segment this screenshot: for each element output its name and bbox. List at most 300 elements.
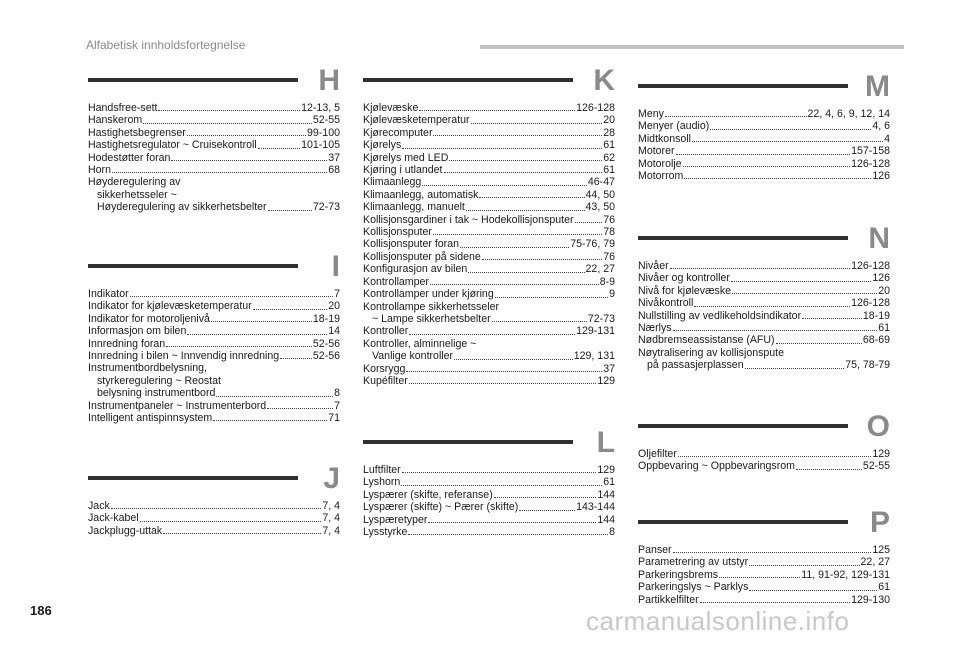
index-entry: [638, 310, 890, 322]
dot-leader: [267, 408, 333, 409]
index-entry: [363, 489, 615, 501]
index-entry: [363, 350, 615, 362]
entry-term: Vanlige kontroller: [372, 350, 454, 363]
dot-leader: [678, 456, 871, 457]
section-rule: [363, 440, 573, 444]
entry-page-ref: 37: [328, 151, 340, 164]
entry-page-ref: 62: [603, 151, 615, 164]
index-entry: [638, 145, 890, 157]
index-entry: [88, 114, 340, 126]
entry-term: Nivåkontroll: [638, 297, 694, 310]
entry-term: Nivå for kjølevæske: [638, 284, 732, 297]
index-entry: [88, 350, 340, 362]
section-rule: [88, 78, 298, 82]
entry-term: Høyderegulering av: [88, 176, 181, 189]
index-entry: [363, 325, 615, 337]
index-entry: [638, 460, 890, 472]
entry-list: [638, 544, 890, 606]
dot-leader: [406, 371, 602, 372]
entry-page-ref: 22, 27: [860, 556, 890, 569]
entry-page-ref: 126: [872, 272, 890, 285]
entry-page-ref: 14: [328, 325, 340, 338]
entry-term: Kupéfilter: [363, 374, 408, 387]
entry-term: Lyshorn: [363, 476, 401, 489]
entry-term: Kollisjonsputer foran: [363, 238, 459, 251]
dot-leader: [253, 309, 328, 310]
dot-leader: [776, 343, 862, 344]
entry-page-ref: 4, 6: [872, 120, 890, 133]
entry-list: [363, 102, 615, 387]
section-letter: I: [331, 250, 340, 283]
dot-leader: [430, 284, 599, 285]
index-entry: [363, 338, 615, 350]
entry-term: Indikator for kjølevæsketemperatur: [88, 300, 252, 313]
entry-term: Jackplugg-uttak: [88, 524, 163, 537]
index-entry: [363, 226, 615, 238]
entry-term: Kjørelys: [363, 139, 402, 152]
dot-leader: [433, 135, 602, 136]
entry-page-ref: 61: [603, 164, 615, 177]
section-rule: [88, 264, 298, 268]
entry-list: [638, 108, 890, 182]
entry-list: [363, 464, 615, 538]
entry-page-ref: 68: [328, 164, 340, 177]
entry-term: Nøytralisering av kollisjonspute: [638, 346, 785, 359]
dot-leader: [409, 334, 575, 335]
entry-term: Innredning i bilen ~ Innvendig innredning: [88, 350, 280, 363]
entry-page-ref: 129-130: [851, 593, 890, 606]
entry-term: Kontroller: [363, 325, 409, 338]
dot-leader: [408, 534, 608, 535]
dot-leader: [700, 602, 850, 603]
dot-leader: [140, 521, 322, 522]
watermark: carmanualsonline.info: [586, 606, 850, 636]
index-entry: [638, 158, 890, 170]
index-entry: [638, 297, 890, 309]
entry-term: Kjølevæske: [363, 102, 419, 114]
entry-page-ref: 71: [328, 412, 340, 425]
entry-term: Jack: [88, 500, 110, 512]
entry-term: Motorer: [638, 145, 675, 158]
entry-term: Kjørecomputer: [363, 126, 433, 139]
dot-leader: [130, 296, 333, 297]
entry-term: Menyer (audio): [638, 120, 710, 133]
entry-page-ref: 76: [603, 213, 615, 226]
entry-term: Midtkonsoll: [638, 132, 691, 145]
index-section-o: [638, 410, 890, 473]
entry-term: Indikator for motoroljenivå: [88, 312, 210, 325]
entry-page-ref: 20: [328, 300, 340, 313]
section-header: [363, 64, 615, 97]
entry-list: [88, 288, 340, 424]
entry-term: Klimaanlegg, automatisk: [363, 188, 479, 201]
dot-leader: [454, 359, 573, 360]
index-entry: [638, 448, 890, 460]
entry-page-ref: 43, 50: [585, 201, 615, 214]
dot-leader: [468, 272, 584, 273]
section-header: [638, 410, 890, 443]
dot-leader: [143, 123, 312, 124]
index-section-i: [88, 250, 340, 425]
entry-page-ref: 129-131: [576, 325, 615, 338]
entry-term: Innredning foran: [88, 337, 166, 350]
entry-term: Kontrollamper: [363, 275, 429, 288]
dot-leader: [749, 565, 859, 566]
entry-page-ref: 157-158: [851, 145, 890, 158]
index-entry: [363, 363, 615, 375]
dot-leader: [692, 141, 883, 142]
index-entry: [88, 176, 340, 188]
entry-term: Kontroller, alminnelige ~: [363, 337, 477, 350]
entry-page-ref: 72-73: [587, 312, 615, 325]
dot-leader: [745, 368, 845, 369]
index-entry: [88, 313, 340, 325]
section-letter: H: [318, 64, 340, 97]
dot-leader: [280, 358, 312, 359]
dot-leader: [684, 178, 871, 179]
entry-term: Lyspæretyper: [363, 513, 428, 526]
entry-page-ref: 52-55: [862, 460, 890, 473]
dot-leader: [495, 297, 608, 298]
entry-page-ref: 46-47: [587, 176, 615, 189]
entry-page-ref: 61: [878, 322, 890, 335]
index-entry: [88, 400, 340, 412]
entry-page-ref: 143-144: [576, 501, 615, 514]
index-entry: [363, 263, 615, 275]
index-entry: [638, 556, 890, 568]
section-header: [638, 222, 890, 255]
entry-term: Klimaanlegg, manuelt: [363, 201, 465, 214]
entry-term: Parkeringsbrems: [638, 568, 719, 581]
dot-leader: [402, 148, 602, 149]
entry-page-ref: 8-9: [599, 275, 615, 288]
entry-page-ref: 75-76, 79: [570, 238, 615, 251]
section-header: [88, 64, 340, 97]
dot-leader: [479, 197, 584, 198]
entry-term: Motorrom: [638, 170, 684, 183]
page-header-title: Alfabetisk innholdsfortegnelse: [86, 38, 246, 52]
index-entry: [88, 300, 340, 312]
index-entry: [88, 325, 340, 337]
section-letter: M: [865, 70, 890, 103]
dot-leader: [460, 247, 569, 248]
entry-term: Lyspærer (skifte) ~ Pærer (skifte): [363, 501, 519, 514]
index-entry: [363, 114, 615, 126]
entry-page-ref: 8: [609, 526, 615, 539]
index-entry: [638, 170, 890, 182]
index-section-p: [638, 506, 890, 606]
entry-term: Kollisjonsgardiner i tak ~ Hodekollisjonsputer: [363, 213, 574, 226]
section-letter: O: [866, 410, 890, 443]
dot-leader: [466, 210, 585, 211]
index-entry: [363, 238, 615, 250]
entry-term: Instrumentpaneler ~ Instrumenterbord: [88, 399, 267, 412]
entry-list: [88, 500, 340, 537]
entry-term: Indikator: [88, 288, 129, 300]
entry-term: Panser: [638, 544, 672, 556]
dot-leader: [676, 154, 851, 155]
dot-leader: [433, 234, 602, 235]
section-rule: [638, 520, 848, 524]
index-entry: [363, 501, 615, 513]
dot-leader: [670, 268, 850, 269]
dot-leader: [710, 129, 871, 130]
section-rule: [638, 84, 848, 88]
index-section-h: [88, 64, 340, 214]
index-entry: [363, 526, 615, 538]
entry-term: Nivåer: [638, 260, 669, 272]
index-section-j: [88, 462, 340, 537]
entry-list: [88, 102, 340, 214]
dot-leader: [213, 420, 327, 421]
index-entry: [88, 375, 340, 387]
dot-leader: [258, 148, 300, 149]
dot-leader: [402, 472, 597, 473]
entry-term: Motorolje: [638, 157, 682, 170]
index-entry: [363, 313, 615, 325]
entry-term: Jack-kabel: [88, 512, 139, 525]
entry-term: Nivåer og kontroller: [638, 272, 730, 285]
index-entry: [363, 201, 615, 213]
index-entry: [363, 139, 615, 151]
entry-term: Oppbevaring ~ Oppbevaringsrom: [638, 460, 795, 473]
index-entry: [88, 512, 340, 524]
section-header: [638, 70, 890, 103]
index-entry: [363, 214, 615, 226]
entry-term: Kjøring i utlandet: [363, 164, 443, 177]
dot-leader: [419, 110, 575, 111]
index-entry: [363, 301, 615, 313]
entry-page-ref: 7: [334, 399, 340, 412]
index-entry: [88, 201, 340, 213]
dot-leader: [749, 590, 877, 591]
header-rule: [480, 45, 904, 49]
entry-term: styrkeregulering ~ Reostat: [97, 374, 221, 387]
index-entry: [88, 500, 340, 512]
entry-page-ref: 99-100: [307, 126, 340, 139]
entry-term: Nærlys: [638, 322, 672, 335]
dot-leader: [409, 383, 597, 384]
entry-page-ref: 8: [334, 387, 340, 400]
dot-leader: [683, 166, 851, 167]
entry-term: Parkeringslys ~ Parklys: [638, 581, 749, 594]
entry-page-ref: 144: [597, 513, 615, 526]
dot-leader: [449, 160, 602, 161]
entry-page-ref: 28: [603, 126, 615, 139]
dot-leader: [268, 210, 312, 211]
dot-leader: [494, 497, 597, 498]
dot-leader: [216, 396, 333, 397]
entry-page-ref: 12-13, 5: [301, 102, 340, 114]
entry-term: Kjølevæsketemperatur: [363, 114, 470, 127]
entry-term: Kjørelys med LED: [363, 151, 449, 164]
entry-term: Korsrygg: [363, 362, 406, 375]
entry-page-ref: 52-56: [312, 350, 340, 363]
dot-leader: [519, 510, 575, 511]
dot-leader: [665, 116, 807, 117]
index-entry: [638, 347, 890, 359]
entry-page-ref: 20: [878, 284, 890, 297]
entry-page-ref: 18-19: [862, 309, 890, 322]
dot-leader: [166, 346, 312, 347]
entry-page-ref: 129, 131: [573, 350, 615, 363]
index-entry: [88, 102, 340, 114]
entry-term: Høyderegulering av sikkerhetsbelter: [97, 201, 267, 214]
index-section-n: [638, 222, 890, 372]
entry-list: [638, 448, 890, 473]
section-header: [363, 426, 615, 459]
dot-leader: [482, 259, 602, 260]
index-entry: [363, 127, 615, 139]
entry-term: Konfigurasjon av bilen: [363, 263, 468, 276]
entry-term: sikkerhetsseler ~: [97, 188, 177, 201]
entry-page-ref: 68-69: [862, 334, 890, 347]
index-entry: [638, 285, 890, 297]
dot-leader: [444, 172, 603, 173]
index-entry: [363, 288, 615, 300]
entry-page-ref: 125: [872, 544, 890, 556]
index-entry: [638, 133, 890, 145]
entry-page-ref: 76: [603, 250, 615, 263]
entry-page-ref: 61: [603, 139, 615, 152]
entry-page-ref: 20: [603, 114, 615, 127]
entry-page-ref: 129: [872, 448, 890, 460]
dot-leader: [673, 552, 872, 553]
index-entry: [88, 127, 340, 139]
entry-term: Luftfilter: [363, 464, 401, 476]
index-entry: [638, 581, 890, 593]
dot-leader: [112, 172, 327, 173]
section-rule: [638, 236, 848, 240]
index-entry: [88, 362, 340, 374]
index-entry: [88, 338, 340, 350]
entry-term: Handsfree-sett: [88, 102, 158, 114]
entry-page-ref: 52-55: [312, 114, 340, 127]
index-entry: [638, 120, 890, 132]
index-entry: [638, 260, 890, 272]
entry-page-ref: 129: [597, 374, 615, 387]
entry-page-ref: 61: [603, 476, 615, 489]
section-rule: [363, 78, 573, 82]
entry-term: Oljefilter: [638, 448, 677, 460]
dot-leader: [422, 185, 587, 186]
index-section-l: [363, 426, 615, 539]
index-entry: [638, 569, 890, 581]
index-entry: [363, 102, 615, 114]
entry-term: Hastighetsbegrenser: [88, 126, 186, 139]
entry-term: Hodestøtter foran: [88, 151, 171, 164]
dot-leader: [401, 485, 602, 486]
entry-term: Kontrollampe sikkerhetsseler: [363, 300, 500, 313]
entry-term: Kontrollamper under kjøring: [363, 288, 494, 301]
entry-page-ref: 75, 78-79: [845, 359, 890, 372]
entry-page-ref: 4: [884, 132, 890, 145]
entry-term: Nødbremseassistanse (AFU): [638, 334, 775, 347]
index-entry: [363, 176, 615, 188]
entry-term: Intelligent antispinnsystem: [88, 412, 213, 425]
dot-leader: [158, 110, 300, 111]
index-entry: [88, 412, 340, 424]
entry-term: Meny: [638, 108, 664, 120]
dot-leader: [211, 321, 312, 322]
entry-term: Horn: [88, 164, 111, 177]
index-entry: [363, 464, 615, 476]
section-header: [638, 506, 890, 539]
index-entry: [88, 164, 340, 176]
dot-leader: [796, 469, 862, 470]
entry-term: Informasjon om bilen: [88, 325, 187, 338]
entry-page-ref: 126-128: [851, 157, 890, 170]
dot-leader: [163, 533, 321, 534]
dot-leader: [471, 123, 603, 124]
index-entry: [363, 164, 615, 176]
entry-page-ref: 11, 91-92, 129-131: [801, 568, 890, 581]
entry-term: på passasjerplassen: [647, 359, 744, 372]
entry-page-ref: 7, 4: [322, 512, 340, 525]
section-letter: P: [869, 506, 890, 539]
entry-term: Nullstilling av vedlikeholdsindikator: [638, 309, 802, 322]
dot-leader: [732, 293, 877, 294]
page-number: 186: [30, 603, 52, 618]
entry-term: Lyspærer (skifte, referanse): [363, 488, 493, 501]
dot-leader: [492, 321, 587, 322]
index-entry: [88, 139, 340, 151]
entry-page-ref: 101-105: [301, 139, 340, 152]
index-entry: [363, 251, 615, 263]
entry-page-ref: 61: [878, 581, 890, 594]
dot-leader: [187, 135, 306, 136]
section-letter: J: [323, 462, 340, 495]
dot-leader: [187, 334, 327, 335]
section-letter: K: [593, 64, 615, 97]
entry-term: Kollisjonsputer på sidene: [363, 250, 481, 263]
entry-term: belysning instrumentbord: [97, 387, 216, 400]
dot-leader: [575, 222, 603, 223]
index-entry: [363, 476, 615, 488]
index-entry: [88, 525, 340, 537]
dot-leader: [111, 508, 322, 509]
entry-page-ref: 7, 4: [322, 500, 340, 512]
entry-term: Lysstyrke: [363, 526, 408, 539]
entry-term: Hanskerom: [88, 114, 143, 127]
entry-page-ref: 44, 50: [585, 188, 615, 201]
section-letter: N: [868, 222, 890, 255]
entry-term: Parametrering av utstyr: [638, 556, 749, 569]
index-entry: [363, 152, 615, 164]
entry-page-ref: 9: [609, 288, 615, 301]
index-section-k: [363, 64, 615, 387]
index-entry: [638, 544, 890, 556]
entry-term: Hastighetsregulator ~ Cruisekontroll: [88, 139, 257, 152]
index-entry: [638, 108, 890, 120]
entry-page-ref: 72-73: [312, 201, 340, 214]
entry-term: ~ Lampe sikkerhetsbelter: [372, 312, 491, 325]
entry-term: Kollisjonsputer: [363, 226, 432, 239]
entry-term: Klimaanlegg: [363, 176, 422, 189]
entry-term: Instrumentbordbelysning,: [88, 362, 207, 375]
index-entry: [363, 514, 615, 526]
entry-page-ref: 22, 27: [585, 263, 615, 276]
entry-page-ref: 126-128: [851, 260, 890, 272]
index-entry: [363, 375, 615, 387]
entry-page-ref: 7, 4: [322, 524, 340, 537]
index-entry: [638, 334, 890, 346]
entry-page-ref: 78: [603, 226, 615, 239]
index-entry: [638, 594, 890, 606]
entry-list: [638, 260, 890, 372]
section-header: [88, 250, 340, 283]
index-entry: [638, 322, 890, 334]
